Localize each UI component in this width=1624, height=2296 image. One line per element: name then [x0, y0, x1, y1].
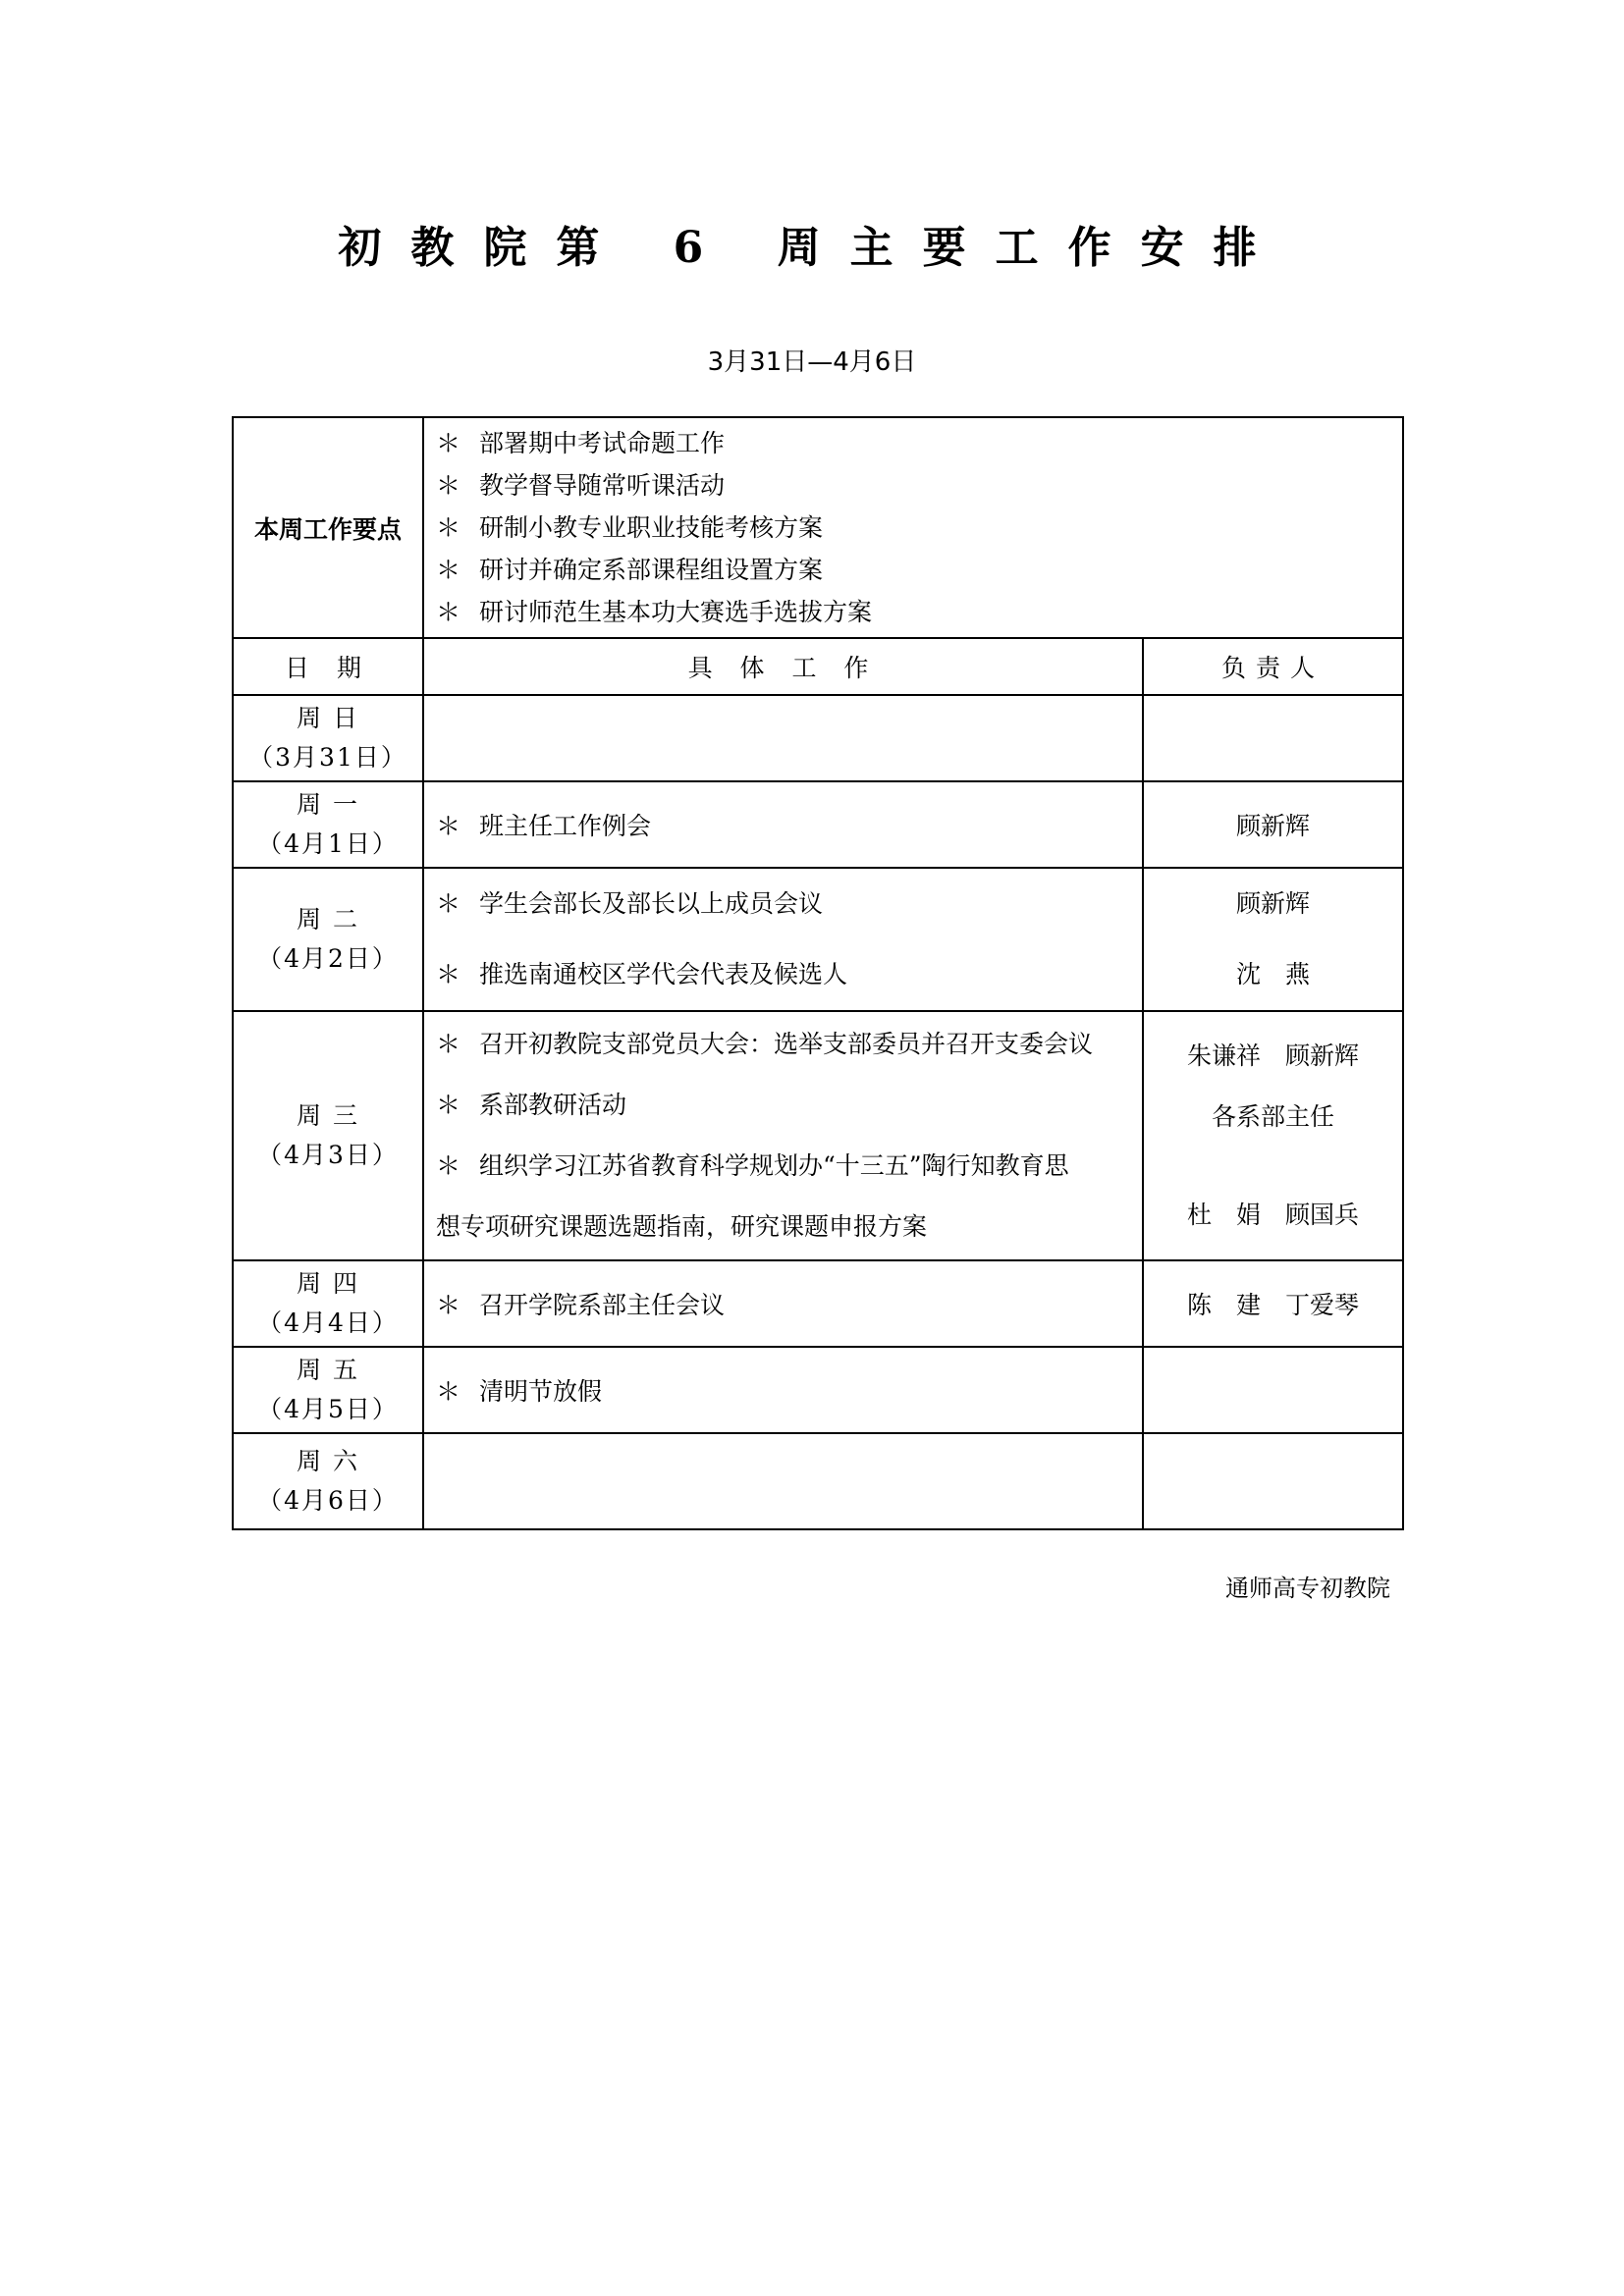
person-cell: 顾新辉 沈 燕	[1143, 868, 1403, 1011]
task-item: ＊ 学生会部长及部长以上成员会议	[436, 889, 824, 918]
footer-signature: 通师高专初教院	[1225, 1575, 1390, 1602]
work-cell	[423, 1260, 1143, 1347]
table-row	[233, 868, 1403, 1011]
header-work: 具 体 工 作	[423, 638, 1143, 695]
day-cell: 周 五 （4月5日）	[233, 1347, 423, 1433]
key-points-row	[233, 417, 1403, 638]
table-row	[233, 1433, 1403, 1529]
work-cell	[423, 781, 1143, 868]
table-row	[233, 1011, 1403, 1260]
person-cell: 顾新辉	[1143, 781, 1403, 868]
person-cell	[1143, 695, 1403, 781]
task-item: ＊ 班主任工作例会	[436, 812, 652, 840]
page-title: 初教院第 6 周主要工作安排	[338, 223, 1286, 273]
person-cell	[1143, 1433, 1403, 1529]
task-item: ＊ 推选南通校区学代会代表及候选人	[436, 960, 848, 988]
key-point: ＊ 部署期中考试命题工作	[436, 429, 726, 457]
table-row	[233, 1347, 1403, 1433]
header-date: 日 期	[233, 638, 423, 695]
work-cell	[423, 868, 1143, 1011]
task-item-continued: 想专项研究课题选题指南，研究课题申报方案	[436, 1212, 928, 1241]
task-item: ＊ 召开学院系部主任会议	[436, 1291, 726, 1319]
task-item: ＊ 清明节放假	[436, 1377, 603, 1406]
table-row	[233, 695, 1403, 781]
task-item: ＊ 系部教研活动	[436, 1091, 627, 1119]
person-cell: 朱谦祥 顾新辉 各系部主任 杜 娟 顾国兵	[1143, 1011, 1403, 1260]
key-point: ＊ 研讨并确定系部课程组设置方案	[436, 556, 824, 584]
work-cell	[423, 1011, 1143, 1260]
day-cell: 周 四 （4月4日）	[233, 1260, 423, 1347]
task-item: ＊ 组织学习江苏省教育科学规划办“十三五”陶行知教育思	[436, 1151, 1069, 1180]
day-cell: 周 一 （4月1日）	[233, 781, 423, 868]
work-cell	[423, 1347, 1143, 1433]
key-points-list	[423, 417, 1403, 638]
work-cell	[423, 695, 1143, 781]
header-person: 负责人	[1143, 638, 1403, 695]
task-item: ＊ 召开初教院支部党员大会：选举支部委员并召开支委会议	[436, 1030, 1094, 1058]
work-cell	[423, 1433, 1143, 1529]
day-cell: 周 六 （4月6日）	[233, 1433, 423, 1529]
day-cell: 周 三 （4月3日）	[233, 1011, 423, 1260]
day-cell: 周 日 （3月31日）	[233, 695, 423, 781]
table-row	[233, 1260, 1403, 1347]
key-point: ＊ 研讨师范生基本功大赛选手选拔方案	[436, 598, 873, 626]
date-range: 3月31日—4月6日	[707, 347, 917, 377]
schedule-table	[232, 416, 1404, 1530]
table-row	[233, 781, 1403, 868]
day-cell: 周 二 （4月2日）	[233, 868, 423, 1011]
person-cell	[1143, 1347, 1403, 1433]
person-cell: 陈 建 丁爱琴	[1143, 1260, 1403, 1347]
key-point: ＊ 教学督导随常听课活动	[436, 471, 726, 500]
key-point: ＊ 研制小教专业职业技能考核方案	[436, 513, 824, 542]
header-row	[233, 638, 1403, 695]
key-points-label: 本周工作要点	[233, 417, 423, 638]
